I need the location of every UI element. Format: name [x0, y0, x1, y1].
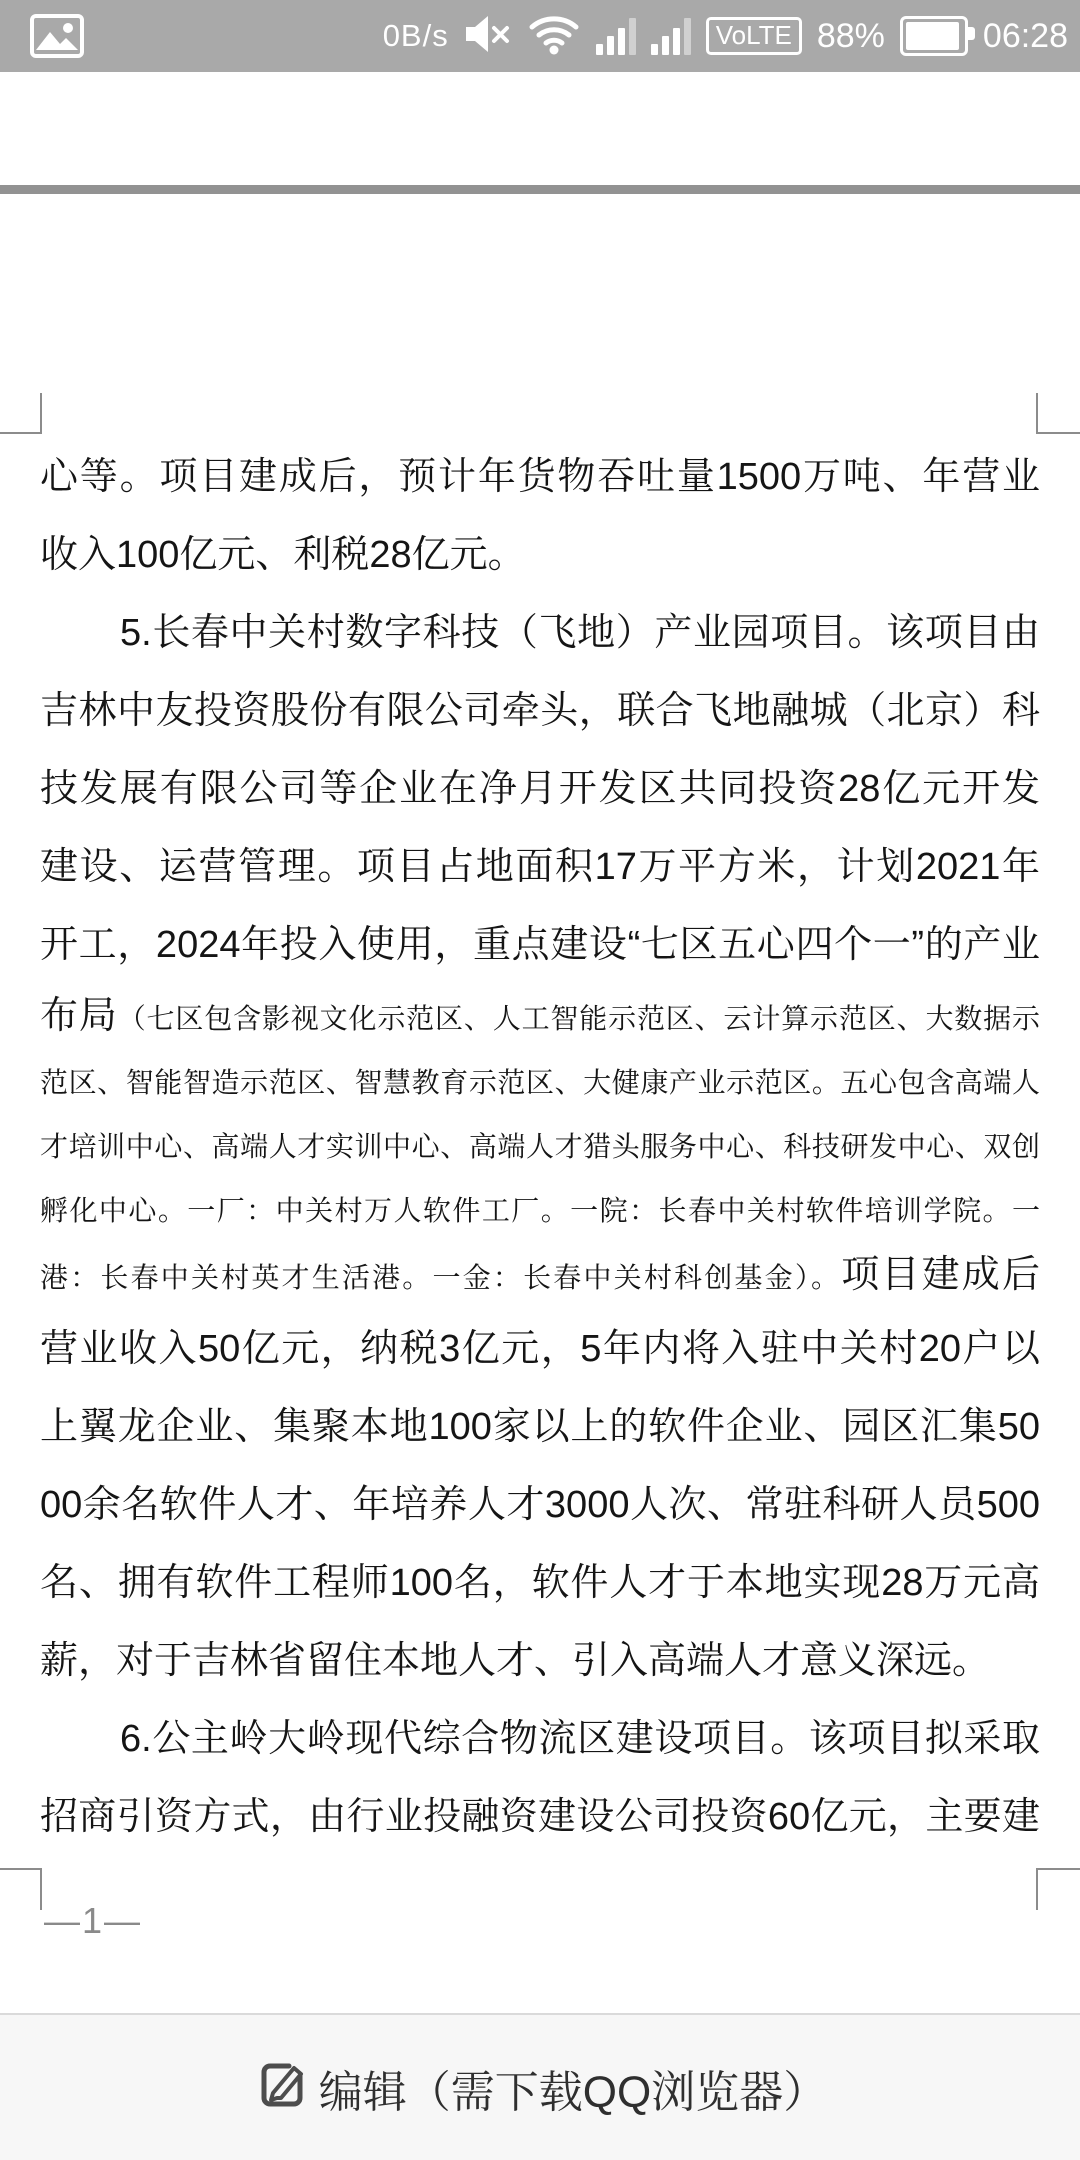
doc-line	[40, 1115, 1040, 1179]
doc-line	[40, 984, 1040, 1051]
doc-line	[40, 1778, 1040, 1856]
doc-text-segment: 孵化中心。一厂：中关村万人软件工厂。一院：长春中关村软件培训学院。一	[40, 1195, 1040, 1226]
doc-text-segment: 才培训中心、高端人才实训中心、高端人才猎头服务中心、科技研发中心、双创	[40, 1131, 1040, 1162]
battery-percent: 88%	[816, 16, 885, 55]
doc-line	[40, 1051, 1040, 1115]
crop-mark-top-left	[0, 393, 42, 434]
doc-text-segment: 收入100亿元、利税28亿元。	[40, 534, 526, 576]
doc-line	[40, 1179, 1040, 1243]
speaker-mute-icon	[464, 13, 512, 60]
crop-mark-bottom-right	[1036, 1868, 1080, 1910]
doc-text-segment: 上翼龙企业、集聚本地100家以上的软件企业、园区汇集50	[40, 1406, 1040, 1448]
doc-line	[40, 1700, 1040, 1778]
doc-line	[40, 1466, 1040, 1544]
crop-mark-bottom-left	[0, 1868, 42, 1910]
doc-text-segment: （七区包含影视文化示范区、人工智能示范区、云计算示范区、大数据示	[117, 1003, 1040, 1034]
doc-text-segment: 6.公主岭大岭现代综合物流区建设项目。该项目拟采取	[120, 1718, 1040, 1760]
volte-badge: VoLTE	[706, 17, 802, 55]
doc-text-segment: 开工，2024年投入使用，重点建设“七区五心四个一”的产业	[40, 924, 1040, 966]
battery-icon	[900, 16, 968, 56]
doc-text-segment: 项目建成后	[841, 1254, 1040, 1296]
status-bar	[0, 0, 1080, 72]
signal-bars-sim2-icon	[651, 17, 691, 55]
doc-text-segment: 建设、运营管理。项目占地面积17万平方米，计划2021年	[40, 846, 1040, 888]
clock-time: 06:28	[982, 16, 1068, 55]
doc-text-segment: 心等。项目建成后，预计年货物吞吐量1500万吨、年营业	[40, 456, 1040, 498]
page-separator-band	[0, 185, 1080, 194]
doc-text-segment: 港：长春中关村英才生活港。一金：长春中关村科创基金）。	[40, 1262, 842, 1293]
doc-text-segment: 布局	[40, 995, 118, 1037]
wifi-icon	[527, 12, 581, 61]
doc-line	[40, 1544, 1040, 1622]
doc-line	[40, 1310, 1040, 1388]
doc-text-segment: 名、拥有软件工程师100名，软件人才于本地实现28万元高	[40, 1562, 1040, 1604]
doc-text-segment: 薪，对于吉林省留住本地人才、引入高端人才意义深远。	[40, 1640, 991, 1682]
signal-bars-sim1-icon	[596, 17, 636, 55]
edit-bar-button[interactable]	[0, 2013, 1080, 2160]
doc-line	[40, 438, 1040, 516]
doc-line	[40, 1622, 1040, 1700]
doc-text-segment: 吉林中友投资股份有限公司牵头，联合飞地融城（北京）科	[40, 690, 1040, 732]
doc-line	[40, 516, 1040, 594]
doc-text-segment: 5.长春中关村数字科技（飞地）产业园项目。该项目由	[120, 612, 1040, 654]
doc-line	[40, 672, 1040, 750]
doc-line	[40, 1243, 1040, 1310]
doc-line	[40, 906, 1040, 984]
edit-compose-icon	[253, 2056, 311, 2119]
network-speed: 0B/s	[382, 18, 449, 53]
page-number: —1—	[44, 1900, 143, 1941]
doc-text-segment: 00余名软件人才、年培养人才3000人次、常驻科研人员500	[40, 1484, 1040, 1526]
edit-bar-label: 编辑（需下载QQ浏览器）	[318, 2067, 828, 2117]
doc-line	[40, 750, 1040, 828]
doc-line	[40, 1388, 1040, 1466]
crop-mark-top-right	[1036, 393, 1080, 434]
doc-line	[40, 828, 1040, 906]
doc-text-segment: 技发展有限公司等企业在净月开发区共同投资28亿元开发	[40, 768, 1040, 810]
doc-text-segment: 范区、智能智造示范区、智慧教育示范区、大健康产业示范区。五心包含高端人	[40, 1067, 1040, 1098]
document-text	[40, 438, 1040, 1856]
doc-text-segment: 招商引资方式，由行业投融资建设公司投资60亿元，主要建	[40, 1796, 1040, 1838]
doc-text-segment: 营业收入50亿元，纳税3亿元，5年内将入驻中关村20户以	[40, 1328, 1040, 1370]
gallery-screenshot-icon	[30, 13, 84, 59]
doc-line	[40, 594, 1040, 672]
